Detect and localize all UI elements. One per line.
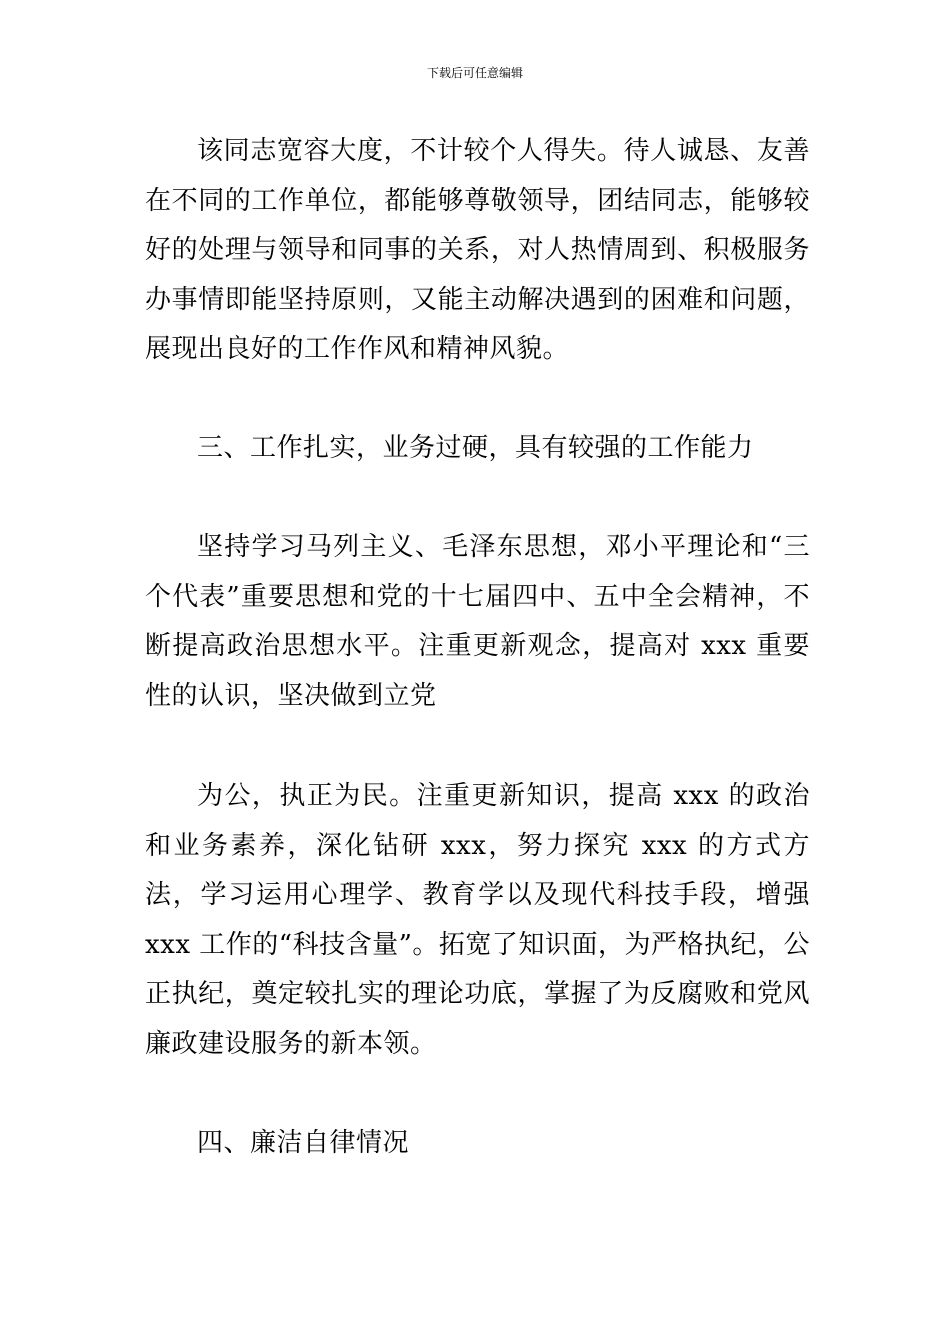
- paragraph-text: 坚持学习马列主义、毛泽东思想，邓小平理论和“三个代表”重要思想和党的十七届四中、五中全会精神，不断提高政治思想水平。注重更新观念，提高对 xxx 重要性的认识，坚决做到立党: [145, 532, 810, 711]
- paragraph-text: 该同志宽容大度，不计较个人得失。待人诚恳、友善在不同的工作单位，都能够尊敬领导，团结同志，能够较好的处理与领导和同事的关系，对人热情周到、积极服务办事情即能坚持原则，又能主动解决遇到的困难和问题，展现出良好的工作作风和精神风貌。: [145, 136, 810, 364]
- header-note: 下载后可任意编辑: [426, 66, 523, 80]
- section-heading-work-ability: [145, 424, 810, 474]
- section-heading-integrity: [145, 1119, 810, 1169]
- paragraph-study: [145, 523, 810, 721]
- heading-text: 三、工作扎实，业务过硬，具有较强的工作能力: [197, 433, 754, 463]
- paragraph-conduct: [145, 127, 810, 375]
- heading-text: 四、廉洁自律情况: [197, 1128, 410, 1158]
- paragraph-text: 为公，执正为民。注重更新知识，提高 xxx 的政治和业务素养，深化钻研 xxx，努力探究 xxx 的方式方法，学习运用心理学、教育学以及现代科技手段，增强 xxx 工作的“科技含量”。拓宽了知识面，为严格执纪，公正执纪，奠定较扎实的理论功底，掌握了为反腐败和党风廉政建设服务的新本领。: [145, 781, 810, 1059]
- paragraph-knowledge: [145, 772, 810, 1069]
